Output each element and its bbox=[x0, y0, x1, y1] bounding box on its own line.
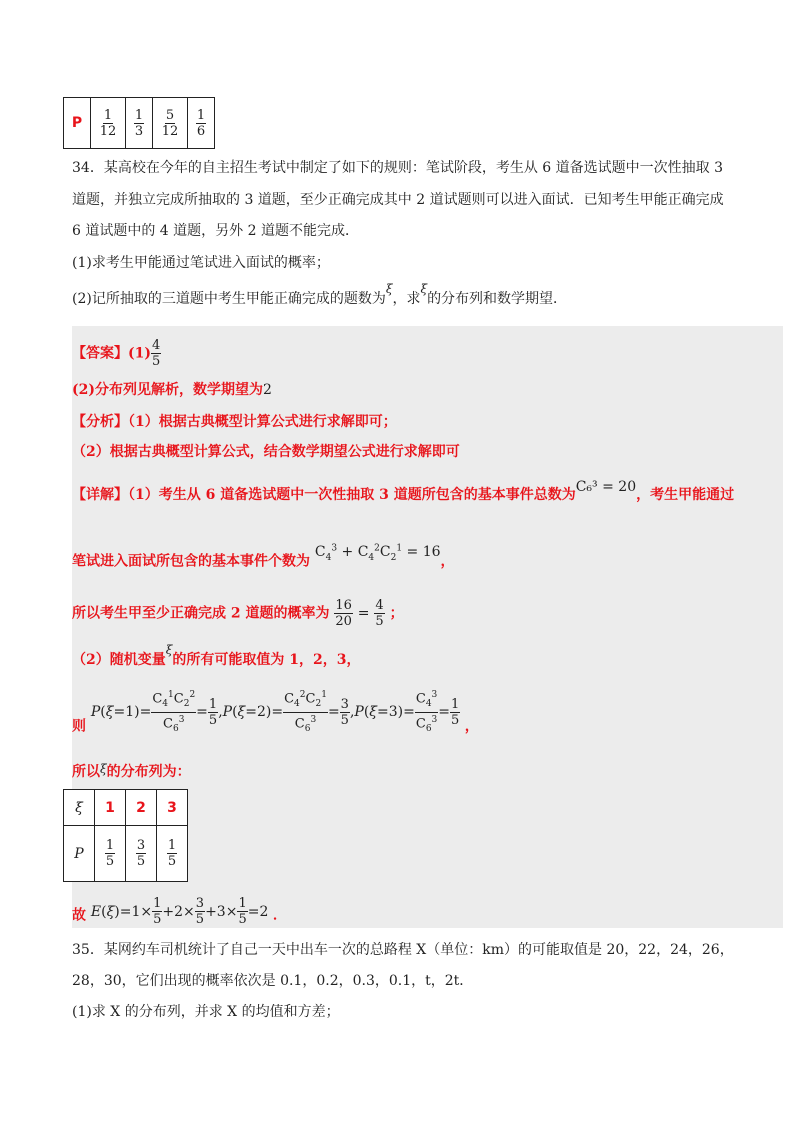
q34-sub-1: (1)求考生甲能通过笔试进入面试的概率； bbox=[72, 255, 330, 271]
dist-value: 3 bbox=[157, 790, 188, 826]
answer-line-2: (2)分布列见解析，数学期望为2 bbox=[72, 382, 272, 398]
q34-sub-2: (2)记所抽取的三道题中考生甲能正确完成的题数为ξ，求ξ的分布列和数学期望． bbox=[72, 282, 568, 307]
dist-value: 1 bbox=[95, 790, 126, 826]
dist-prob: $\frac{3}{5}$ bbox=[126, 826, 157, 882]
q34-line-2: 道题，并独立完成所抽取的 3 道题，至少正确完成其中 2 道试题则可以进入面试．已知考生甲能正确完成 bbox=[72, 192, 724, 208]
dist-value: 2 bbox=[126, 790, 157, 826]
dist-head: ξ bbox=[64, 790, 95, 826]
detail-line-3: 所以考生甲至少正确完成 2 道题的概率为 $\frac{16}{20}$ = $\frac{4}{5}$ ； bbox=[72, 598, 404, 629]
q34-line-3: 6 道试题中的 4 道题，另外 2 道题不能完成． bbox=[72, 223, 359, 239]
detail-line-1: 【详解】（1）考生从 6 道备选试题中一次性抽取 3 道题所包含的基本事件总数为C₆³ = 20，考生甲能通过 bbox=[72, 479, 735, 503]
distribution-table bbox=[63, 789, 188, 882]
top-table-cell: $\frac{1}{12}$ bbox=[91, 98, 126, 149]
detail-line-2: 笔试进入面试所包含的基本事件个数为 $C_4^3 + C_4^2C_2^1 = 16$， bbox=[72, 543, 455, 570]
top-probability-table bbox=[63, 97, 215, 149]
top-table-cell: $\frac{1}{3}$ bbox=[126, 98, 153, 149]
dist-prob: $\frac{1}{5}$ bbox=[157, 826, 188, 882]
dist-prob: $\frac{1}{5}$ bbox=[95, 826, 126, 882]
detail-line-4: （2）随机变量ξ的所有可能取值为 1，2，3， bbox=[72, 643, 361, 668]
q34-line-1: 34．某高校在今年的自主招生考试中制定了如下的规则：笔试阶段，考生从 6 道备选试题中一次性抽取 3 bbox=[72, 160, 723, 176]
expectation-line: 故 E(ξ)=1× $\frac{1}{5}$ +2× $\frac{3}{5}$ +3× $\frac{1}{5}$ =2 ． bbox=[72, 896, 287, 927]
dist-p-label: P bbox=[64, 826, 95, 882]
q35-line-2: 28，30，它们出现的概率依次是 0.1，0.2，0.3，0.1，t，2t． bbox=[72, 973, 474, 989]
analysis-line-2: （2）根据古典概型计算公式，结合数学期望公式进行求解即可 bbox=[72, 444, 460, 460]
q35-line-1: 35．某网约车司机统计了自己一天中出车一次的总路程 X（单位：km）的可能取值是 20，22，24，26， bbox=[72, 942, 734, 958]
detail-line-5: 则 P(ξ=1)= $\frac{C_4^1C_2^2}{C_6^3}$ = $\frac{1}{5}$ ,P(ξ=2)= $\frac{C_4^2C_2^1}{C_6^3}$ = $\frac{3}{5}$ ,P(ξ=3)= $\frac{C_4^3}{C_6^3}$ = $\frac{1}{5}$ ， bbox=[72, 690, 479, 735]
top-table-label: P bbox=[64, 98, 91, 149]
top-table-cell: $\frac{1}{6}$ bbox=[188, 98, 215, 149]
answer-line-1: 【答案】(1) $\frac{4}{5}$ bbox=[72, 338, 161, 369]
detail-line-6: 所以ξ的分布列为： bbox=[72, 762, 191, 780]
top-table-cell: $\frac{5}{12}$ bbox=[153, 98, 188, 149]
q35-sub-1: (1)求 X 的分布列，并求 X 的均值和方差； bbox=[72, 1004, 340, 1020]
analysis-line-1: 【分析】（1）根据古典概型计算公式进行求解即可； bbox=[72, 414, 397, 430]
